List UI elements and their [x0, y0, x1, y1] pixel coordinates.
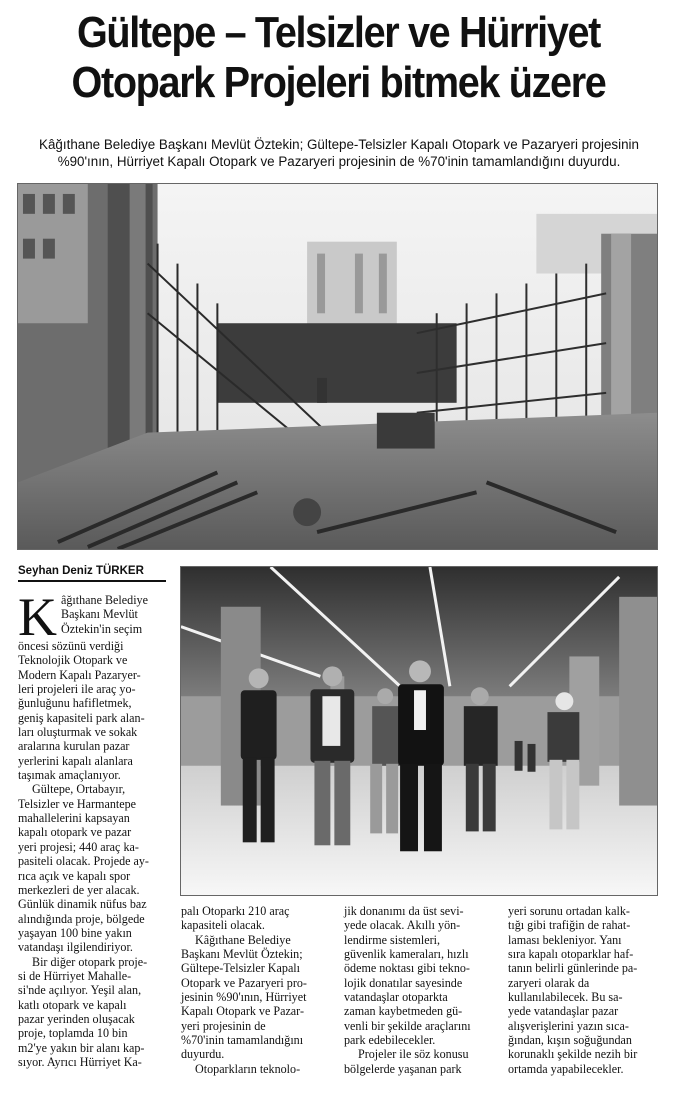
text-line: leri projeleri ile araç yo- [18, 682, 136, 697]
text-line: taşımak amaçlanıyor. [18, 768, 121, 783]
text-line: zaman kaybetmeden gü- [344, 1004, 463, 1019]
text-line: lendirme sistemleri, [344, 932, 441, 947]
text-line: aralarına kurulan pazar [18, 739, 130, 754]
text-line: Günlük dinamik nüfus baz [18, 897, 147, 912]
text-line: korunaklı şekilde nezih bir [508, 1047, 638, 1062]
text-line: vatandaşlar otoparkta [344, 990, 448, 1005]
text-line: tanın belirli günlerinde pa- [508, 961, 638, 976]
lead-line-2: %90'ının, Hürriyet Kapalı Otopark ve Pazaryeri projesinin de %70'inin tamamlandığını duyurdu. [57, 154, 621, 169]
text-line: Otoparkların teknolo- [195, 1061, 301, 1076]
text-line: m2'ye yakın bir alanı kap- [18, 1040, 145, 1055]
text-line: Otopark ve Pazaryeri pro- [181, 975, 307, 990]
text-line: duyurdu. [181, 1047, 225, 1062]
text-line: katlı otopark ve kapalı [18, 997, 127, 1012]
text-line: si de Hürriyet Mahalle- [18, 968, 132, 983]
text-line: merkezleri de yer alacak. [18, 882, 140, 897]
col1-paragraph-1 [18, 639, 168, 782]
text-line: alışverişlerini yazın sıca- [508, 1018, 629, 1033]
text-line: tığı gibi trafiğin de rahat- [508, 918, 631, 933]
text-line: Gültepe-Telsizler Kapalı [181, 961, 301, 976]
text-line: si'nde açılıyor. Yeşil alan, [18, 983, 142, 998]
text-line: güvenlik kameraları, hızlı [344, 947, 469, 962]
text-line: Gültepe, Ortabayır, [32, 782, 126, 797]
text-line: proje, toplamda 10 bin [18, 1026, 128, 1041]
lead-line-1: Kâğıthane Belediye Başkanı Mevlüt Öztekin; Gültepe-Telsizler Kapalı Otopark ve Pazaryeri projesinin [39, 137, 639, 152]
article-column-4 [508, 904, 660, 1076]
text-line: kapalı otopark ve pazar [18, 825, 132, 840]
text-line: pasiteli olacak. Projede ay- [18, 854, 149, 869]
text-line: palı Otoparkı 210 araç [181, 904, 290, 918]
construction-site-photo [17, 183, 658, 550]
col1-intro-line: âğıthane Belediye [61, 593, 148, 607]
text-line: kullanılabilecek. Bu sa- [508, 990, 623, 1005]
text-line: öncesi sözünü verdiği [18, 639, 124, 653]
headline-line-1: Gültepe – Telsizler ve Hürriyet [76, 8, 601, 57]
text-line: ğunluğunu hafifletmek, [18, 696, 132, 711]
col1-intro-line: Başkanı Mevlüt [61, 607, 138, 622]
text-line: jesinin %90'ının, Hürriyet [181, 990, 307, 1005]
text-line: bölgelerde yaşanan park [344, 1061, 462, 1076]
dropcap: K [18, 587, 57, 647]
text-line: zaryeri olarak da [508, 975, 590, 990]
text-line: yeri projesi; 440 araç ka- [18, 839, 139, 854]
lead-paragraph [18, 136, 660, 170]
text-line: vatandaşı ilgilendiriyor. [18, 940, 133, 955]
text-line: jik donanımı da üst sevi- [344, 904, 464, 918]
text-line: Kapalı Otopark ve Pazar- [181, 1004, 304, 1019]
text-line: lojik donatılar sayesinde [344, 975, 463, 990]
text-line: rıca açık ve kapalı spor [18, 868, 131, 883]
text-line: yede vatandaşlar pazar [508, 1004, 619, 1019]
article-column-2 [181, 904, 331, 1076]
text-line: ğından, kışın soğuğundan [508, 1033, 632, 1048]
text-line: pazar yerinden oluşacak [18, 1011, 135, 1026]
col1-intro-line: Öztekin'in seçim [61, 621, 143, 636]
text-line: yeri sorunu ortadan kalk- [508, 904, 630, 918]
byline: Seyhan Deniz TÜRKER [18, 565, 166, 582]
text-line: ödeme noktası gibi tekno- [344, 961, 470, 976]
article-column-1 [18, 587, 168, 1069]
officials-walking-image [181, 567, 657, 895]
headline-line-2: Otopark Projeleri bitmek üzere [71, 58, 606, 107]
text-line: geniş kapasiteli park alan- [18, 710, 145, 725]
text-line: park edebilecekler. [344, 1033, 436, 1048]
text-line: alındığında proje, bölgede [18, 911, 145, 926]
text-line: Projeler ile söz konusu [358, 1047, 469, 1062]
text-line: Kâğıthane Belediye [195, 932, 291, 947]
text-line: Modern Kapalı Pazaryer- [18, 667, 141, 682]
text-line: Teknolojik Otopark ve [18, 653, 128, 668]
text-line: venli bir şekilde araçlarını [344, 1018, 471, 1033]
text-line: %70'inin tamamlandığını [181, 1033, 304, 1048]
text-line: Başkanı Mevlüt Öztekin; [181, 947, 303, 962]
text-line: yaşayan 100 bine yakın [18, 925, 132, 940]
col1-paragraph-3 [18, 955, 168, 1070]
text-line: yeri projesinin de [181, 1018, 266, 1033]
text-line: kapasiteli olacak. [181, 918, 265, 933]
construction-site-image [18, 184, 657, 549]
text-line: mahallelerini kapsayan [18, 811, 130, 826]
text-line: sıyor. Ayrıcı Hürriyet Ka- [18, 1054, 142, 1069]
text-line: sıra kapalı otoparklar haf- [508, 947, 634, 962]
col1-paragraph-2 [18, 782, 168, 954]
text-line: laması bekleniyor. Yanı [508, 932, 622, 947]
text-line: ları oluşturmak ve sokak [18, 725, 138, 740]
text-line: ortamda yapabilecekler. [508, 1061, 624, 1076]
text-line: Telsizler ve Harmantepe [18, 796, 137, 811]
article-column-3 [344, 904, 494, 1076]
text-line: Bir diğer otopark proje- [32, 954, 148, 969]
text-line: yerlerini kapalı alanlara [18, 753, 133, 768]
officials-photo [180, 566, 658, 896]
headline [34, 8, 643, 108]
text-line: yede olacak. Akıllı yön- [344, 918, 461, 933]
